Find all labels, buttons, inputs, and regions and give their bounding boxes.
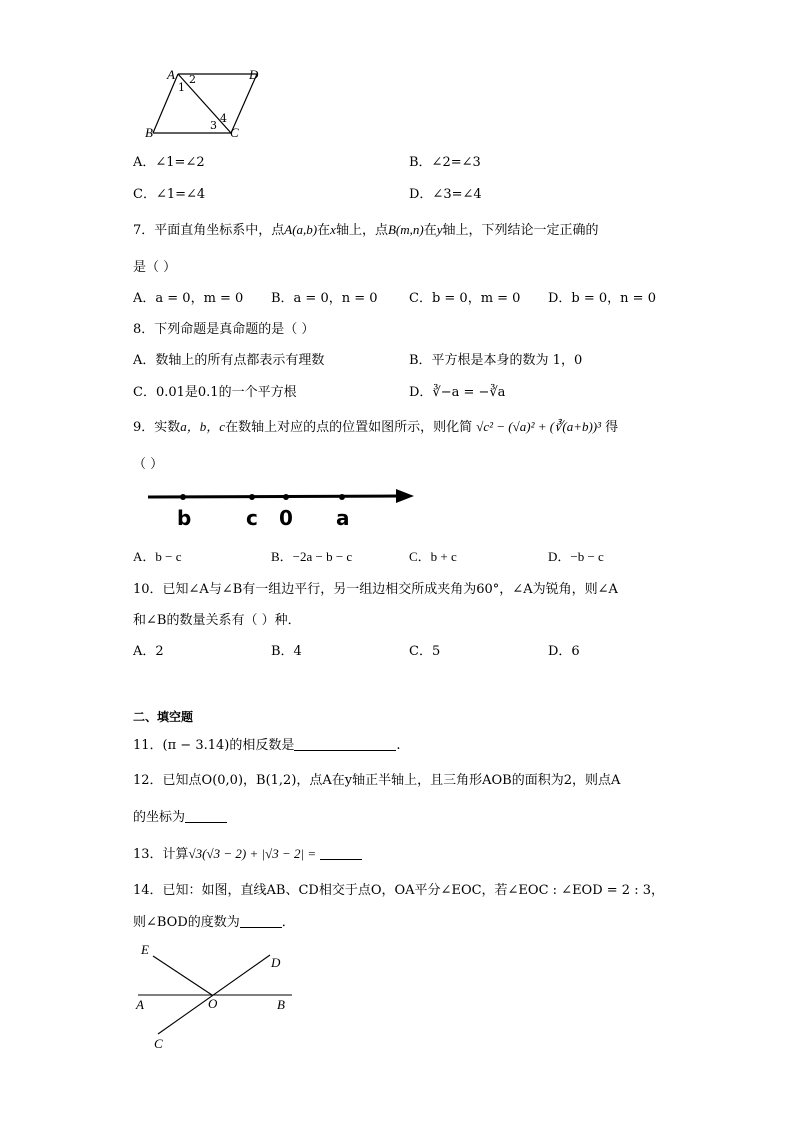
q6-option-d: D．∠3=∠4 bbox=[409, 187, 482, 202]
q10-option-c: C．5 bbox=[409, 644, 441, 659]
q11-text-end: . bbox=[396, 738, 401, 753]
q9-text: 在数轴上对应的点的位置如图所示，则化简 bbox=[225, 420, 473, 435]
q13-expression: √3(√3 − 2) + |√3 − 2| = bbox=[188, 846, 317, 861]
q10-stem-line1: 10．已知∠A与∠B有一组边平行，另一组边相交所成夹角为60°，∠A为锐角，则∠A bbox=[133, 582, 618, 597]
q14-text-end: ． bbox=[281, 915, 295, 930]
q8-option-d: D．∛−a = −∛a bbox=[409, 385, 506, 400]
q7-point-b: B(m,n) bbox=[387, 222, 424, 237]
number-line-label-c: c bbox=[246, 506, 258, 530]
q12-stem-line1: 12．已知点O(0,0)，B(1,2)，点A在y轴正半轴上，且三角形AOB的面积为2，则点A bbox=[133, 773, 621, 788]
angle-1-label: 1 bbox=[178, 81, 185, 94]
q9-text: 9．实数 bbox=[133, 420, 181, 435]
q8-stem: 8．下列命题是真命题的是（ ） bbox=[133, 322, 315, 337]
point-D: D bbox=[271, 955, 281, 970]
number-line-label-zero: 0 bbox=[279, 506, 293, 530]
q13-text: 13．计算 bbox=[133, 847, 189, 862]
q7-option-c: C．b = 0，m = 0 bbox=[409, 291, 521, 306]
point-A: A bbox=[136, 997, 144, 1012]
section-heading: 二、填空题 bbox=[133, 710, 194, 724]
vertex-A: A bbox=[167, 67, 175, 82]
q9-vars: a，b，c bbox=[180, 419, 226, 434]
q14-text: 则∠BOD的度数为 bbox=[133, 915, 240, 930]
q8-option-b: B．平方根是本身的数为 1，0 bbox=[409, 353, 583, 368]
q9-option-c: C．b + c bbox=[409, 549, 457, 564]
vertex-D: D bbox=[249, 67, 259, 82]
number-line-label-a: a bbox=[336, 506, 350, 530]
q9-option-b: B．−2a − b − c bbox=[271, 549, 353, 564]
q9-expression: √c² − (√a)² + (∛(a+b))³ bbox=[476, 419, 602, 434]
q7-point-a: A(a,b) bbox=[284, 222, 318, 237]
q10-option-a: A．2 bbox=[133, 644, 164, 659]
q9-text: 得 bbox=[605, 420, 619, 435]
q8-option-a: A．数轴上的所有点都表示有理数 bbox=[133, 353, 325, 368]
q10-option-d: D．6 bbox=[548, 644, 580, 659]
q14-stem-line1: 14．已知：如图，直线AB、CD相交于点O，OA平分∠EOC，若∠EOC : ∠EOD = 2 : 3， bbox=[133, 883, 664, 898]
q7-text: 7．平面直角坐标系中，点 bbox=[133, 223, 285, 238]
q6-option-b: B．∠2=∠3 bbox=[409, 155, 481, 170]
q9-option-d: D．−b − c bbox=[548, 549, 604, 564]
q9-stem-line2: （ ） bbox=[133, 457, 164, 472]
point-C: C bbox=[154, 1036, 163, 1051]
angle-2-label: 2 bbox=[189, 73, 196, 86]
q12-text: 的坐标为 bbox=[133, 810, 186, 825]
q6-option-c: C．∠1=∠4 bbox=[133, 187, 206, 202]
angle-3-label: 3 bbox=[210, 119, 217, 132]
vertex-C: C bbox=[230, 125, 239, 140]
q7-text: 轴上，点 bbox=[335, 223, 388, 238]
q11-text: 11．(π − 3.14)的相反数是 bbox=[133, 738, 295, 753]
q7-text: 在 bbox=[317, 223, 331, 238]
q7-text: 轴上，下列结论一定正确的 bbox=[442, 223, 599, 238]
q7-stem-line2: 是（ ） bbox=[133, 260, 177, 275]
q8-option-c: C．0.01是0.1的一个平方根 bbox=[133, 385, 297, 400]
point-B: B bbox=[277, 997, 285, 1012]
q6-option-a: A．∠1=∠2 bbox=[133, 155, 205, 170]
vertex-B: B bbox=[145, 125, 153, 140]
q7-option-d: D．b = 0，n = 0 bbox=[548, 291, 656, 306]
angle-4-label: 4 bbox=[220, 112, 227, 125]
q7-option-b: B．a = 0，n = 0 bbox=[271, 291, 378, 306]
q7-y: y bbox=[436, 222, 443, 237]
point-O: O bbox=[208, 996, 218, 1011]
point-E: E bbox=[141, 942, 149, 957]
q7-text: 在 bbox=[423, 223, 437, 238]
number-line-label-b: b bbox=[177, 506, 192, 530]
q7-option-a: A．a = 0，m = 0 bbox=[133, 291, 244, 306]
q10-option-b: B．4 bbox=[271, 644, 302, 659]
q10-stem-line2: 和∠B的数量关系有（ ）种． bbox=[133, 613, 301, 628]
q9-option-a: A．b − c bbox=[133, 549, 182, 564]
q7-x: x bbox=[330, 222, 336, 237]
